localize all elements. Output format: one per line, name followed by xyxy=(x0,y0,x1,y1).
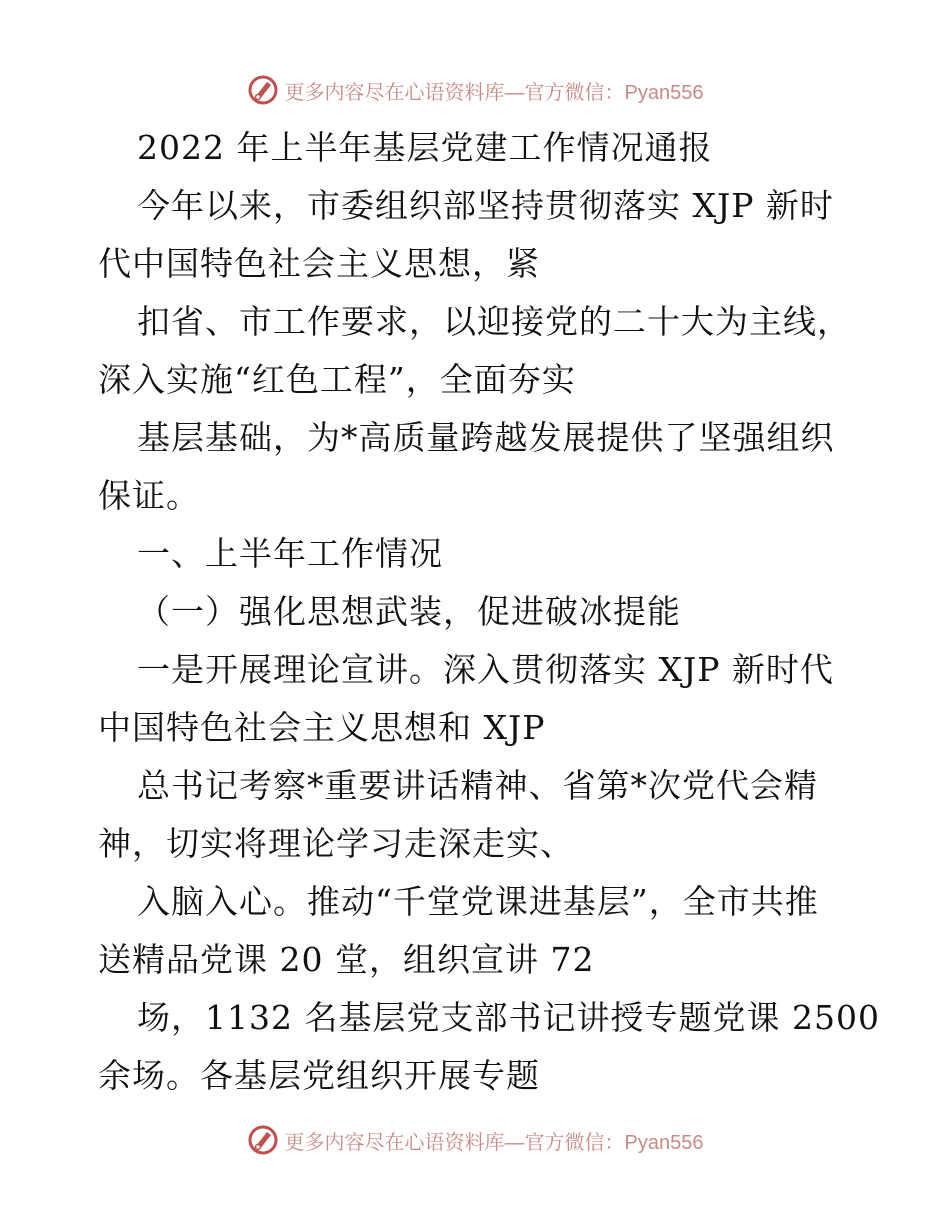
paragraph-line: 余场。各基层党组织开展专题 xyxy=(98,1056,540,1095)
paragraph-line: 保证。 xyxy=(98,476,200,515)
document-title: 2022 年上半年基层党建工作情况通报 xyxy=(137,128,713,167)
section-heading: 一、上半年工作情况 xyxy=(137,534,443,573)
header-watermark-text: 更多内容尽在心语资料库—官方微信：Pyan556 xyxy=(284,81,704,104)
footer-watermark-banner xyxy=(0,1120,950,1160)
paragraph-line: 扣省、市工作要求，以迎接党的二十大为主线， xyxy=(137,302,851,341)
paragraph-line: 场，1132 名基层党支部书记讲授专题党课 2500 xyxy=(137,998,880,1037)
paragraph-line: 今年以来，市委组织部坚持贯彻落实 XJP 新时 xyxy=(137,186,834,225)
paragraph-line: 基层基础，为*高质量跨越发展提供了坚强组织 xyxy=(137,418,835,457)
paragraph-line: 代中国特色社会主义思想，紧 xyxy=(98,244,540,283)
paragraph-line: 中国特色社会主义思想和 XJP xyxy=(98,708,546,747)
footer-watermark-text: 更多内容尽在心语资料库—官方微信：Pyan556 xyxy=(284,1131,704,1154)
paragraph-line: 一是开展理论宣讲。深入贯彻落实 XJP 新时代 xyxy=(137,650,834,689)
paragraph-line: 深入实施“红色工程”，全面夯实 xyxy=(98,360,576,399)
brand-logo-icon xyxy=(247,1124,279,1156)
paragraph-line: 入脑入心。推动“千堂党课进基层”，全市共推 xyxy=(137,882,819,921)
paragraph-line: 送精品党课 20 堂，组织宣讲 72 xyxy=(98,940,595,979)
subsection-heading: （一）强化思想武装，促进破冰提能 xyxy=(137,592,681,631)
paragraph-line: 神，切实将理论学习走深走实、 xyxy=(98,824,574,863)
paragraph-line: 总书记考察*重要讲话精神、省第*次党代会精 xyxy=(137,766,818,805)
